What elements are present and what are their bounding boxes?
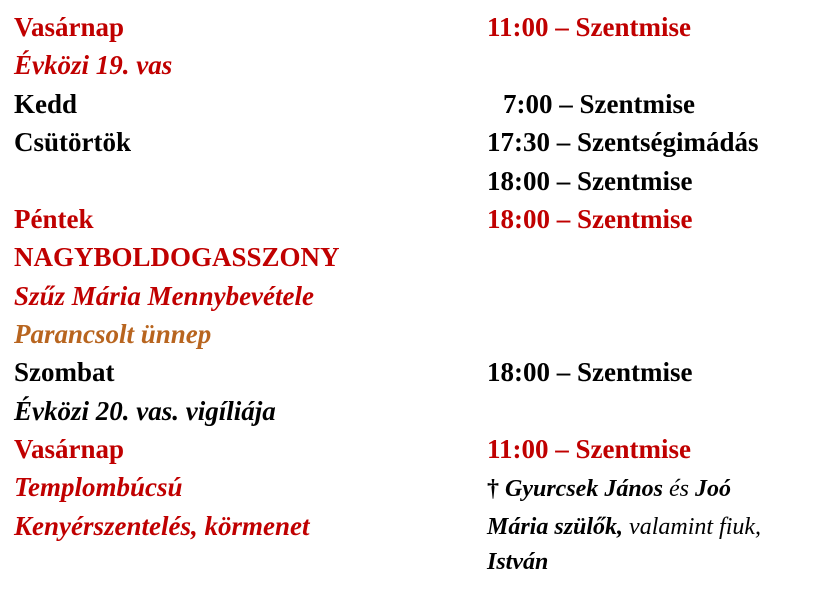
sunday-day-label: Vasárnap bbox=[14, 12, 125, 42]
saturday-mass-time: 18:00 – Szentmise bbox=[487, 357, 693, 387]
intention-name-4: István bbox=[487, 549, 549, 575]
sunday2-feast-note: Templombúcsú bbox=[14, 472, 183, 502]
mass-intention-line3 bbox=[487, 545, 548, 579]
thursday-adoration-time: 17:30 – Szentségimádás bbox=[487, 127, 759, 157]
sunday-liturgical-note: Évközi 19. vas bbox=[14, 50, 173, 80]
intention-name-2: Joó bbox=[695, 476, 732, 502]
friday-day-label: Péntek bbox=[14, 204, 94, 234]
friday-mass-time: 18:00 – Szentmise bbox=[487, 204, 693, 234]
friday-feast-subtitle: Szűz Mária Mennybevétele bbox=[14, 281, 314, 311]
saturday-vigil-note: Évközi 20. vas. vigíliája bbox=[14, 396, 276, 426]
intention-conjunction-1: és bbox=[669, 476, 690, 502]
intention-conjunction-2: valamint fiuk, bbox=[629, 514, 762, 540]
intention-name-3: Mária szülők, bbox=[487, 514, 624, 540]
mass-intention-line1 bbox=[487, 472, 731, 506]
tuesday-day-label: Kedd bbox=[14, 89, 78, 119]
cross-icon: † bbox=[487, 476, 499, 502]
sunday-mass-time: 11:00 – Szentmise bbox=[487, 12, 691, 42]
mass-intention-line2 bbox=[487, 510, 761, 544]
thursday-day-label: Csütörtök bbox=[14, 127, 132, 157]
sunday2-mass-time: 11:00 – Szentmise bbox=[487, 434, 691, 464]
saturday-day-label: Szombat bbox=[14, 357, 115, 387]
tuesday-mass-time: 7:00 – Szentmise bbox=[503, 89, 695, 119]
sunday2-blessing-note: Kenyérszentelés, körmenet bbox=[14, 511, 310, 541]
intention-name-1: Gyurcsek János bbox=[505, 476, 664, 502]
sunday2-day-label: Vasárnap bbox=[14, 434, 125, 464]
thursday-mass-time: 18:00 – Szentmise bbox=[487, 166, 693, 196]
friday-feast-title: NAGYBOLDOGASSZONY bbox=[14, 242, 340, 272]
friday-obligation-note: Parancsolt ünnep bbox=[14, 319, 212, 349]
